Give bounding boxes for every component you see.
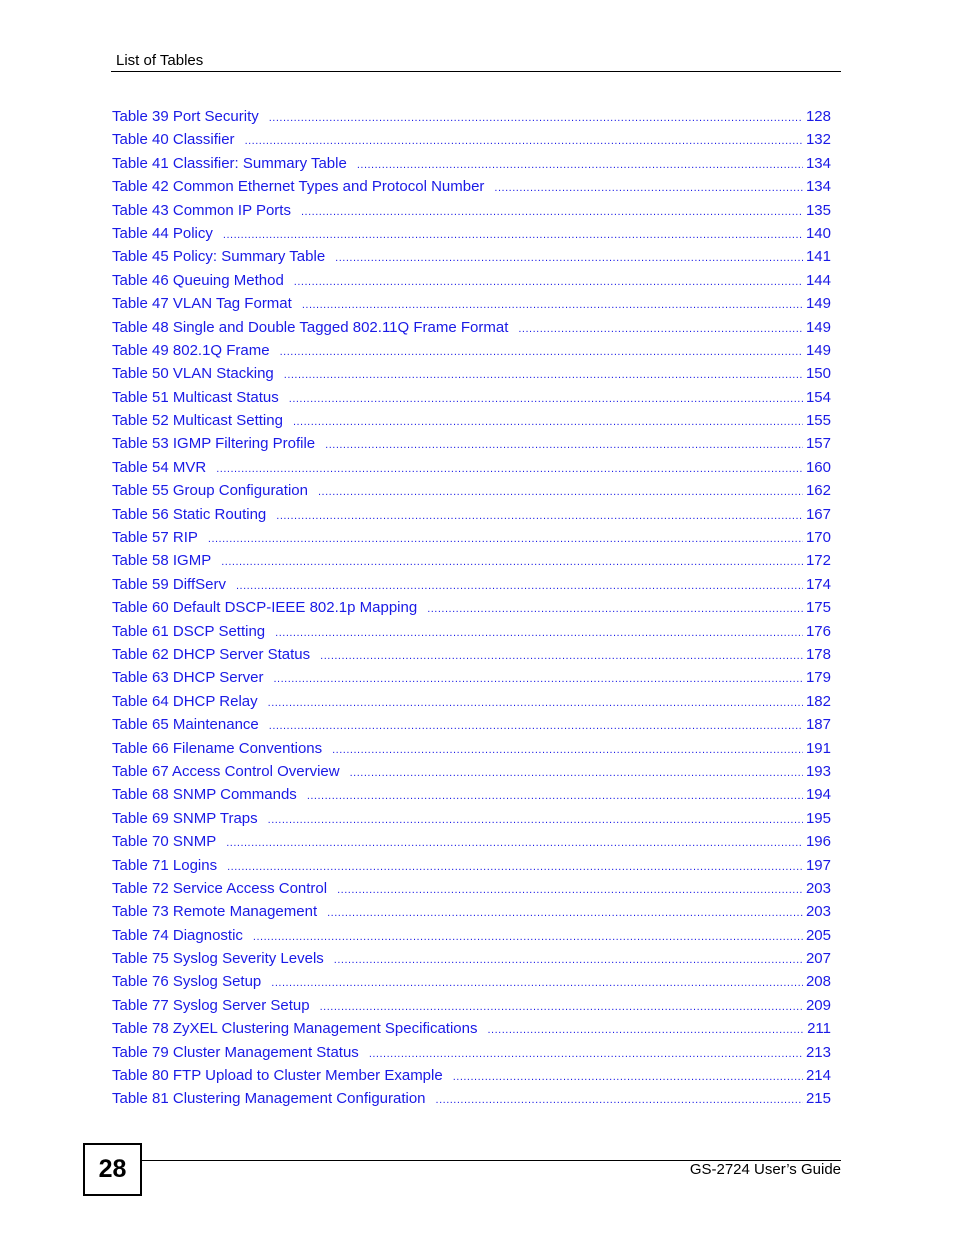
toc-entry-title: Table 81 Clustering Management Configuration bbox=[112, 1090, 426, 1108]
dot-leader bbox=[427, 598, 803, 621]
toc-entry-link[interactable] bbox=[112, 690, 831, 713]
toc-entry-page: 140 bbox=[805, 224, 831, 242]
dot-leader bbox=[337, 879, 803, 902]
dot-leader bbox=[307, 785, 803, 808]
toc-entry-page: 160 bbox=[805, 458, 831, 476]
toc-entry-title: Table 47 VLAN Tag Format bbox=[112, 295, 292, 313]
toc-entry-page: 150 bbox=[805, 365, 831, 383]
toc-entry-title: Table 41 Classifier: Summary Table bbox=[112, 154, 347, 172]
toc-entry-title: Table 39 Port Security bbox=[112, 108, 259, 125]
toc-entry-title: Table 56 Static Routing bbox=[112, 505, 267, 523]
toc-entry-page: 149 bbox=[805, 318, 831, 336]
toc-entry-page: 195 bbox=[805, 809, 831, 827]
dot-leader bbox=[269, 715, 803, 738]
toc-entry-link[interactable] bbox=[112, 807, 831, 830]
toc-entry-page: 175 bbox=[805, 599, 831, 617]
toc-entry-link[interactable] bbox=[112, 199, 831, 222]
dot-leader bbox=[320, 996, 803, 1019]
dot-leader bbox=[275, 622, 803, 645]
toc-entry-title: Table 57 RIP bbox=[112, 529, 198, 547]
dot-leader bbox=[301, 201, 803, 224]
toc-entry-link[interactable] bbox=[112, 222, 831, 245]
dot-leader bbox=[216, 458, 803, 481]
toc-entry-link[interactable] bbox=[112, 924, 831, 947]
toc-entry-title: Table 54 MVR bbox=[112, 458, 207, 476]
toc-entry-page: 149 bbox=[805, 295, 831, 313]
toc-entry-title: Table 64 DHCP Relay bbox=[112, 692, 258, 710]
toc-entry-title: Table 63 DHCP Server bbox=[112, 669, 264, 687]
toc-entry-page: 134 bbox=[805, 178, 831, 196]
toc-entry-page: 209 bbox=[805, 996, 831, 1014]
toc-entry-page: 176 bbox=[805, 622, 831, 640]
toc-entry-page: 155 bbox=[805, 412, 831, 430]
dot-leader bbox=[302, 294, 803, 317]
dot-leader bbox=[294, 271, 803, 294]
toc-entry-title: Table 72 Service Access Control bbox=[112, 879, 328, 897]
toc-entry-page: 197 bbox=[805, 856, 831, 874]
toc-entry-page: 134 bbox=[805, 154, 831, 172]
dot-leader bbox=[268, 809, 803, 832]
footer-guide-title: GS-2724 User’s Guide bbox=[689, 1161, 841, 1178]
toc-entry-link[interactable] bbox=[112, 479, 831, 502]
dot-leader bbox=[284, 364, 803, 387]
toc-entry-page: 214 bbox=[805, 1067, 831, 1085]
toc-entry-link[interactable] bbox=[112, 1087, 831, 1110]
dot-leader bbox=[320, 645, 803, 668]
toc-entry-link[interactable] bbox=[112, 760, 831, 783]
toc-entry-link[interactable] bbox=[112, 877, 831, 900]
toc-entry-page: 196 bbox=[805, 833, 831, 851]
toc-entry-link[interactable] bbox=[112, 713, 831, 736]
toc-entry-title: Table 50 VLAN Stacking bbox=[112, 365, 274, 383]
toc-entry-link[interactable] bbox=[112, 269, 831, 292]
toc-entry-link[interactable] bbox=[112, 339, 831, 362]
toc-entry-title: Table 43 Common IP Ports bbox=[112, 201, 291, 219]
toc-entry-title: Table 45 Policy: Summary Table bbox=[112, 248, 326, 266]
toc-entry-link[interactable] bbox=[112, 526, 831, 549]
toc-entry-page: 141 bbox=[805, 248, 831, 266]
toc-entry-page: 144 bbox=[805, 271, 831, 289]
toc-entry-title: Table 52 Multicast Setting bbox=[112, 412, 283, 430]
toc-entry-link[interactable] bbox=[112, 573, 831, 596]
toc-entry-page: 149 bbox=[805, 341, 831, 359]
dot-leader bbox=[223, 224, 803, 247]
toc-entry-link[interactable] bbox=[112, 409, 831, 432]
toc-entry-title: Table 80 FTP Upload to Cluster Member Example bbox=[112, 1067, 443, 1085]
toc-entry-page: 215 bbox=[805, 1090, 831, 1108]
toc-entry-link[interactable] bbox=[112, 994, 831, 1017]
toc-entry-link[interactable] bbox=[112, 362, 831, 385]
toc-entry-link[interactable] bbox=[112, 292, 831, 315]
toc-entry-page: 170 bbox=[805, 529, 831, 547]
toc-entry-title: Table 61 DSCP Setting bbox=[112, 622, 266, 640]
toc-entry-link[interactable] bbox=[112, 620, 831, 643]
toc-entry-title: Table 53 IGMP Filtering Profile bbox=[112, 435, 316, 453]
toc-entry-link[interactable] bbox=[112, 152, 831, 175]
toc-entry-link[interactable] bbox=[112, 970, 831, 993]
toc-entry-title: Table 75 Syslog Severity Levels bbox=[112, 950, 324, 968]
toc-entry-page: 205 bbox=[805, 926, 831, 944]
dot-leader bbox=[369, 1043, 803, 1066]
toc-entry-link[interactable] bbox=[112, 128, 831, 151]
toc-entry-link[interactable] bbox=[112, 386, 831, 409]
toc-entry-link[interactable] bbox=[112, 830, 831, 853]
dot-leader bbox=[236, 575, 803, 598]
dot-leader bbox=[350, 762, 803, 785]
toc-entry-page: 154 bbox=[805, 388, 831, 406]
dot-leader bbox=[245, 130, 803, 153]
toc-entry-link[interactable] bbox=[112, 549, 831, 572]
toc-entry-title: Table 65 Maintenance bbox=[112, 716, 259, 734]
dot-leader bbox=[268, 692, 803, 715]
list-of-tables bbox=[112, 105, 831, 1111]
toc-entry-title: Table 44 Policy bbox=[112, 224, 213, 242]
toc-entry-title: Table 51 Multicast Status bbox=[112, 388, 279, 406]
toc-entry-title: Table 70 SNMP bbox=[112, 833, 217, 851]
toc-entry-title: Table 49 802.1Q Frame bbox=[112, 341, 270, 359]
toc-entry-title: Table 67 Access Control Overview bbox=[112, 762, 340, 780]
toc-entry-link[interactable] bbox=[112, 1017, 831, 1040]
toc-entry-title: Table 73 Remote Management bbox=[112, 903, 318, 921]
header-divider bbox=[111, 71, 841, 72]
toc-entry-title: Table 79 Cluster Management Status bbox=[112, 1043, 359, 1061]
toc-entry-title: Table 59 DiffServ bbox=[112, 575, 226, 593]
toc-entry-link[interactable] bbox=[112, 245, 831, 268]
toc-entry-title: Table 40 Classifier bbox=[112, 131, 235, 149]
toc-entry-link[interactable] bbox=[112, 737, 831, 760]
toc-entry-title: Table 69 SNMP Traps bbox=[112, 809, 258, 827]
dot-leader bbox=[325, 434, 803, 457]
dot-leader bbox=[280, 341, 803, 364]
toc-entry-page: 193 bbox=[805, 762, 831, 780]
running-header-title: List of Tables bbox=[116, 52, 204, 69]
toc-entry-link[interactable] bbox=[112, 643, 831, 666]
toc-entry-link[interactable] bbox=[112, 105, 831, 128]
toc-entry-page: 167 bbox=[805, 505, 831, 523]
toc-entry-link[interactable] bbox=[112, 666, 831, 689]
toc-entry-title: Table 60 Default DSCP-IEEE 802.1p Mapping bbox=[112, 599, 418, 617]
toc-entry-page: 187 bbox=[805, 716, 831, 734]
toc-entry-page: 174 bbox=[805, 575, 831, 593]
toc-entry-title: Table 46 Queuing Method bbox=[112, 271, 284, 289]
dot-leader bbox=[208, 528, 803, 551]
toc-entry-title: Table 71 Logins bbox=[112, 856, 218, 874]
toc-entry-title: Table 42 Common Ethernet Types and Protocol Number bbox=[112, 178, 485, 196]
toc-entry-title: Table 76 Syslog Setup bbox=[112, 973, 262, 991]
dot-leader bbox=[271, 972, 803, 995]
dot-leader bbox=[487, 1019, 804, 1042]
toc-entry-link[interactable] bbox=[112, 900, 831, 923]
dot-leader bbox=[227, 856, 803, 879]
toc-entry-page: 194 bbox=[805, 786, 831, 804]
toc-entry-page: 213 bbox=[805, 1043, 831, 1061]
toc-entry-page: 208 bbox=[805, 973, 831, 991]
dot-leader bbox=[293, 411, 803, 434]
toc-entry-page: 203 bbox=[805, 879, 831, 897]
toc-entry-title: Table 66 Filename Conventions bbox=[112, 739, 323, 757]
toc-entry-page: 178 bbox=[805, 645, 831, 663]
toc-entry-page: 203 bbox=[805, 903, 831, 921]
toc-entry-page: 172 bbox=[805, 552, 831, 570]
page-number-box bbox=[83, 1143, 142, 1196]
dot-leader bbox=[276, 505, 803, 528]
toc-entry-page: 157 bbox=[805, 435, 831, 453]
dot-leader bbox=[518, 318, 803, 341]
toc-entry-link[interactable] bbox=[112, 854, 831, 877]
toc-entry-link[interactable] bbox=[112, 316, 831, 339]
toc-entry-title: Table 77 Syslog Server Setup bbox=[112, 996, 310, 1014]
toc-entry-title: Table 78 ZyXEL Clustering Management Specifications bbox=[112, 1020, 478, 1038]
dot-leader bbox=[318, 481, 803, 504]
toc-entry-link[interactable] bbox=[112, 783, 831, 806]
dot-leader bbox=[273, 668, 803, 691]
toc-entry-link[interactable] bbox=[112, 432, 831, 455]
toc-entry-page: 182 bbox=[805, 692, 831, 710]
dot-leader bbox=[269, 107, 803, 130]
toc-entry-title: Table 62 DHCP Server Status bbox=[112, 645, 311, 663]
toc-entry-link[interactable] bbox=[112, 175, 831, 198]
toc-entry-title: Table 58 IGMP bbox=[112, 552, 212, 570]
toc-entry-link[interactable] bbox=[112, 947, 831, 970]
toc-entry-page: 162 bbox=[805, 482, 831, 500]
toc-entry-link[interactable] bbox=[112, 1041, 831, 1064]
page-number: 28 bbox=[98, 1155, 127, 1183]
dot-leader bbox=[253, 926, 803, 949]
toc-entry-title: Table 55 Group Configuration bbox=[112, 482, 308, 500]
toc-entry-page: 128 bbox=[805, 108, 831, 125]
toc-entry-page: 135 bbox=[805, 201, 831, 219]
dot-leader bbox=[226, 832, 803, 855]
toc-entry-link[interactable] bbox=[112, 1064, 831, 1087]
toc-entry-link[interactable] bbox=[112, 503, 831, 526]
toc-entry-title: Table 48 Single and Double Tagged 802.11Q Frame Format bbox=[112, 318, 509, 336]
dot-leader bbox=[327, 902, 803, 925]
toc-entry-title: Table 68 SNMP Commands bbox=[112, 786, 297, 804]
toc-entry-page: 207 bbox=[805, 950, 831, 968]
dot-leader bbox=[335, 247, 803, 270]
dot-leader bbox=[334, 949, 803, 972]
dot-leader bbox=[494, 177, 803, 200]
dot-leader bbox=[357, 154, 803, 177]
dot-leader bbox=[221, 551, 803, 574]
toc-entry-page: 179 bbox=[805, 669, 831, 687]
toc-entry-page: 191 bbox=[805, 739, 831, 757]
toc-entry-link[interactable] bbox=[112, 456, 831, 479]
dot-leader bbox=[453, 1066, 803, 1089]
toc-entry-title: Table 74 Diagnostic bbox=[112, 926, 243, 944]
toc-entry-page: 211 bbox=[807, 1020, 831, 1038]
dot-leader bbox=[332, 739, 803, 762]
dot-leader bbox=[436, 1089, 803, 1112]
dot-leader bbox=[289, 388, 803, 411]
toc-entry-page: 132 bbox=[805, 131, 831, 149]
toc-entry-link[interactable] bbox=[112, 596, 831, 619]
